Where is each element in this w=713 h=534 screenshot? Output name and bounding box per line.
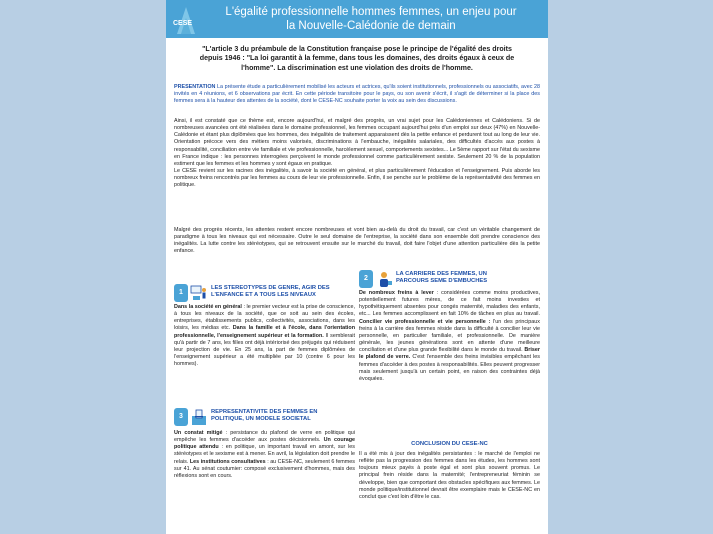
title-line-2: la Nouvelle-Calédonie de demain	[286, 20, 456, 32]
section-3-title-line-2: POLITIQUE, UN MODELE SOCIETAL	[211, 416, 311, 423]
title-line-1: L'égalité professionnelle hommes femmes, un enjeu pour	[225, 6, 517, 18]
presentation-paragraph	[174, 84, 540, 106]
section-1-text-b: Il semblerait qu'à partir de 7 ans, les filles ont déjà intériorisé des préjugés qui réduisent leur projection de vie. En 25 ans, la part de femmes diplômées de l'enseignement supérieur a été multipliée par 10 (contre 6 pour les hommes).	[174, 332, 356, 368]
logo-text: CESE	[173, 20, 193, 27]
section-3-bold-2: Un courage politique attendu	[174, 437, 356, 451]
presentation-label: PRESENTATION	[174, 84, 216, 90]
section-2-bold-3: Briser le plafond de verre.	[359, 347, 540, 361]
section-2-text-a: : considérées comme moins productives, potentiellement futures mères, de ce fait moins investies et hypothétiquement absentes pour congés maternité, maladies des enfants, etc... Les femmes accomplissent en fait 10% de tâches en plus au travail.	[359, 290, 540, 318]
section-1-text-a: : le premier vecteur est la prise de conscience, à tous les niveaux de la société, que ce soit au sein des écoles, entreprises, établissements publics, collectivités, associations, dans les loisirs, les médias etc.	[174, 304, 355, 332]
section-3-bold-1: Un constat mitigé	[174, 430, 223, 436]
section-number-badge: 1	[174, 284, 188, 302]
lead-quote	[174, 45, 540, 73]
page-title	[198, 5, 544, 33]
section-1-text	[174, 304, 355, 368]
teacher-icon	[190, 284, 208, 302]
section-3-text-c: : au CESE-NC, seulement 6 femmes sur 41. Au sénat coutumier: composé exclusivement d'hommes, mais des réflexions sont en cours.	[174, 458, 355, 479]
title-banner	[166, 0, 548, 38]
context-paragraph: Malgré des progrès récents, les attentes restent encore nombreuses et vont bien au-delà du droit du travail, car c'est un véritable changement de paradigme à tous les niveaux qui est nécessaire. Outre le seul domaine de l'entreprise, la société dans son ensemble doit prendre conscience des inégalités. La lutte contre les stéréotypes, qui se retrouvent ensuite sur le marché du travail, doit faire l'objet d'une attention particulière dès la petite enfance.	[174, 227, 540, 255]
section-1-bold-2: Dans la famille et à l'école, dans l'orientation professionnelle, l'enseignement supérieur et la formation.	[174, 325, 355, 339]
lead-line-1: "L'article 3 du préambule de la Constitution française pose le principe de l'égalité des droits	[202, 45, 512, 53]
cese-logo-icon	[171, 4, 201, 36]
conclusion-text: Il a été mis à jour des inégalités persistantes : le marché de l'emploi ne reflète pas la progression des femmes dans les études, les hommes sont toujours mieux payés à poste égal et sont plus souvent promus. Le principal frein réside dans la maternité; l'entrepreneuriat féminin se développe, bien que comportant des obstacles spécifiques aux femmes. Le monde politique/institutionnel devrait être exemplaire mais le CESE-NC en conclut que c'est loin d'être le cas.	[359, 451, 540, 500]
section-2-bold-2: Concilier vie professionnelle et vie personnelle :	[359, 318, 491, 325]
lead-line-2: depuis 1946 : "La loi garantit à la femme, dans tous les domaines, des droits égaux à ceux de	[199, 54, 515, 63]
section-3-text	[174, 430, 355, 480]
section-2-bold-1: De nombreux freins à lever	[359, 290, 434, 296]
career-icon	[375, 270, 393, 288]
section-2-text-c: C'est l'ensemble des freins invisibles empêchant les femmes d'accéder à des postes à responsabilités. Elles peuvent progresser mais seulement jusqu'à un certain point, en raison des contraintes déjà évoquées.	[359, 354, 540, 382]
section-2-title-line-1: LA CARRIERE DES FEMMES, UN	[396, 271, 487, 277]
section-3-title-line-1: REPRESENTATIVITE DES FEMMES EN	[211, 409, 318, 415]
intro-paragraph: Ainsi, il est constaté que ce thème est, encore aujourd'hui, et malgré des progrès, un vrai sujet pour les Calédoniennes et Calédoniens. Si de nombreuses avancées ont été réalisées dans le domaine professionnel, les femmes occupant aujourd'hui près d'un emploi sur deux (47%) en Nouvelle-Calédonie et étant plus diplômées que les hommes, des inégalités de traitement apparaissent dès la petite enfance et perdurent tout au long de leur vie. Orientation précoce vers des métiers moins valorisés, discriminations à l'embauche, inégalités salariales, des difficultés d'accès aux postes à responsabilité, conciliation entre vie familiale et vie professionnelle, harcèlement sexuel, comportements sexistes... Le 5ème rapport sur l'état du sexisme en France indique : les personnes interrogées perçoivent le monde professionnel comme particulièrement sexiste. Seulement 20 % de la population estiment que les femmes et les hommes y sont égaux en pratique. Le CESE revient sur les racines des inégalités, à savoir la société en général, et plus particulièrement l'éducation et l'enseignement. Puis aborde les nombreux freins rencontrés par les femmes au cours de leur vie professionnelle. Enfin, il se penche sur le problème de la représentativité des femmes en politique.	[174, 118, 540, 189]
section-2-text	[359, 290, 540, 383]
section-1-bold-1: Dans la société en général	[174, 304, 242, 310]
section-1-title	[211, 285, 341, 299]
document-page	[166, 0, 548, 534]
section-3-text-b: : en politique, un important travail en amont, sur les stéréotypes et le sexisme est à mener. En avril, la législation doit prendre le relais.	[174, 444, 355, 465]
ballot-icon	[190, 408, 208, 426]
section-3-bold-3: Les institutions consultatives	[189, 458, 266, 465]
conclusion-title: CONCLUSION DU CESE-NC	[411, 441, 488, 447]
section-1-title-line-1: LES STEREOTYPES DE GENRE, AGIR DES	[211, 285, 330, 291]
lead-line-3: l'homme". La discrimination est une violation des droits de l'homme.	[241, 63, 473, 72]
section-number-badge: 3	[174, 408, 188, 426]
section-1-title-line-2: L'ENFANCE ET A TOUS LES NIVEAUX	[211, 292, 316, 299]
section-2-title	[396, 271, 540, 285]
section-3-text-a: : persistance du plafond de verre en politique qui empêche les femmes d'accéder aux postes décisionnels.	[174, 430, 355, 444]
section-number-badge: 2	[359, 270, 373, 288]
section-3-title	[211, 409, 341, 423]
section-2-title-line-2: PARCOURS SEME D'EMBUCHES	[396, 278, 488, 285]
presentation-text: La présente étude a particulièrement mobilisé les acteurs et actrices, qu'ils soient institutionnels, professionnels ou associatifs, avec 28 invités en 4 réunions, et 6 observations par écrit. En cette période transitoire pour le pays, ou son avenir s'écrit, il s'agit de déterminer si la place des femmes sera à la hauteur des attentes de la société, dont le CESE-NC souhaite porter la voix au sein des discussions.	[174, 84, 540, 105]
section-2-text-b: l'un des principaux freins à la carrière des femmes réside dans la difficulté à concilier leur vie personnelle, en particulier familiale, et professionnelle. De manière générale, les jeunes générations sont en attente d'une meilleure conciliation et d'une plus grande flexibilité dans le monde du travail.	[359, 318, 540, 354]
